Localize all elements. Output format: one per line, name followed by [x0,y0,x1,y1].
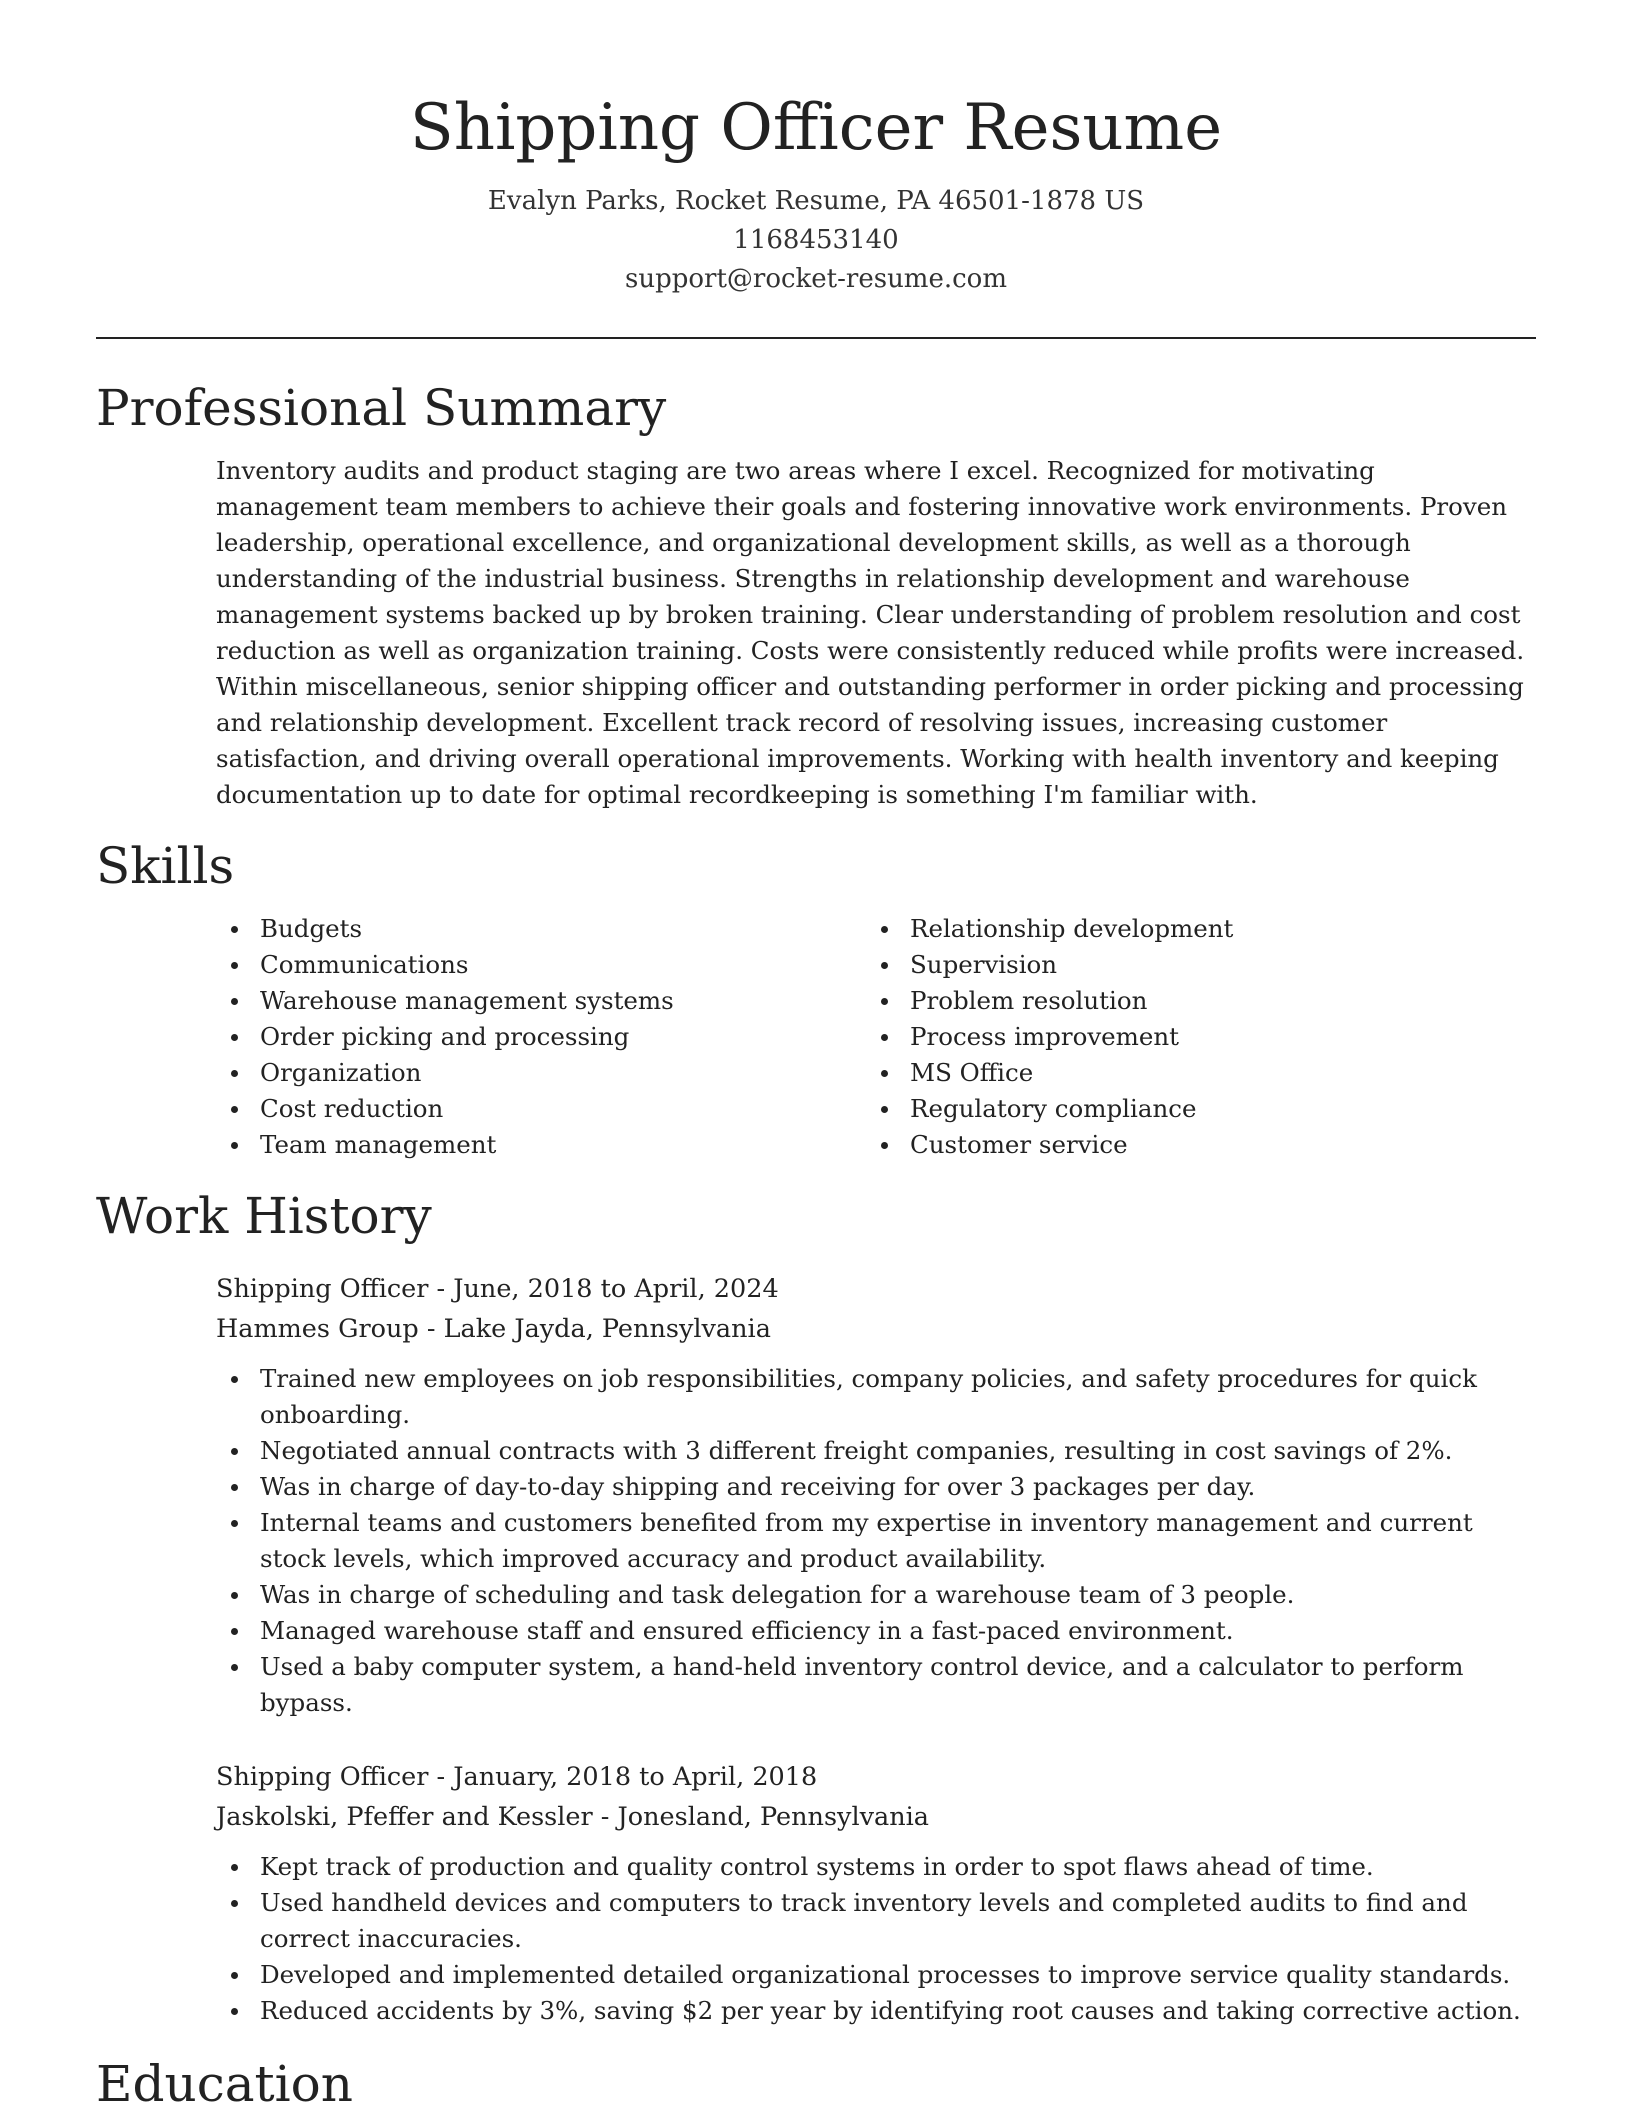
skill-item: Budgets [216,911,866,947]
job-bullet: Used a baby computer system, a hand-held inventory control device, and a calculator to perform bypass. [216,1649,1536,1721]
job-entry [216,1757,1536,2029]
resume-header [96,0,1536,299]
job-entry [216,1269,1536,1721]
skill-item: Process improvement [866,1019,1516,1055]
job-responsibilities [216,1361,1536,1721]
summary-heading: Professional Summary [96,379,667,437]
job-bullet: Kept track of production and quality control systems in order to spot flaws ahead of time. [216,1849,1536,1885]
resume-title: Shipping Officer Resume [409,91,1223,165]
header-divider [96,337,1536,339]
skill-item: Supervision [866,947,1516,983]
skills-column-right [866,911,1516,1163]
skill-item: Cost reduction [216,1091,866,1127]
resume-page [96,0,1536,2112]
job-company-location: Hammes Group - Lake Jayda, Pennsylvania [216,1314,771,1344]
skill-item: Relationship development [866,911,1516,947]
work-history-heading: Work History [96,1187,432,1245]
skill-item: Team management [216,1127,866,1163]
skill-item: Problem resolution [866,983,1516,1019]
contact-phone: 1168453140 [733,225,899,255]
job-company-location: Jaskolski, Pfeffer and Kessler - Jonesland, Pennsylvania [216,1802,929,1832]
skills-heading: Skills [96,837,235,895]
skill-item: MS Office [866,1055,1516,1091]
job-bullet: Was in charge of day-to-day shipping and receiving for over 3 packages per day. [216,1469,1536,1505]
skill-item: Regulatory compliance [866,1091,1516,1127]
skill-item: Organization [216,1055,866,1091]
contact-email: support@rocket-resume.com [624,264,1007,294]
job-bullet: Internal teams and customers benefited from my expertise in inventory management and current stock levels, which improved accuracy and product availability. [216,1505,1536,1577]
education-heading: Education [96,2055,353,2112]
job-bullet: Developed and implemented detailed organizational processes to improve service quality standards. [216,1957,1536,1993]
skills-grid [216,911,1536,1163]
summary-text: Inventory audits and product staging are two areas where I excel. Recognized for motivating management team members to achieve their goals and fostering innovative work environments. Proven leadership, operational excellence, and organizational development skills, as well as a thorough understanding of the industrial business. Strengths in relationship development and warehouse management systems backed up by broken training. Clear understanding of problem resolution and cost reduction as well as organization training. Costs were consistently reduced while profits were increased. Within miscellaneous, senior shipping officer and outstanding performer in order picking and processing and relationship development. Excellent track record of resolving issues, increasing customer satisfaction, and driving overall operational improvements. Working with health inventory and keeping documentation up to date for optimal recordkeeping is something I'm familiar with. [216,456,1525,809]
job-bullet: Trained new employees on job responsibilities, company policies, and safety procedures for quick onboarding. [216,1361,1536,1433]
job-bullet: Was in charge of scheduling and task delegation for a warehouse team of 3 people. [216,1577,1536,1613]
contact-info [96,182,1536,299]
skills-column-left [216,911,866,1163]
job-responsibilities [216,1849,1536,2029]
job-bullet: Used handheld devices and computers to track inventory levels and completed audits to find and correct inaccuracies. [216,1885,1536,1957]
job-bullet: Reduced accidents by 3%, saving $2 per year by identifying root causes and taking corrective action. [216,1993,1536,2029]
skill-item: Warehouse management systems [216,983,866,1019]
job-title-dates: Shipping Officer - June, 2018 to April, 2024 [216,1274,779,1304]
job-bullet: Negotiated annual contracts with 3 different freight companies, resulting in cost savings of 2%. [216,1433,1536,1469]
skill-item: Communications [216,947,866,983]
skill-item: Customer service [866,1127,1516,1163]
job-title-dates: Shipping Officer - January, 2018 to April, 2018 [216,1762,818,1792]
job-bullet: Managed warehouse staff and ensured efficiency in a fast-paced environment. [216,1613,1536,1649]
skill-item: Order picking and processing [216,1019,866,1055]
contact-address: Evalyn Parks, Rocket Resume, PA 46501-1878 US [487,186,1145,216]
